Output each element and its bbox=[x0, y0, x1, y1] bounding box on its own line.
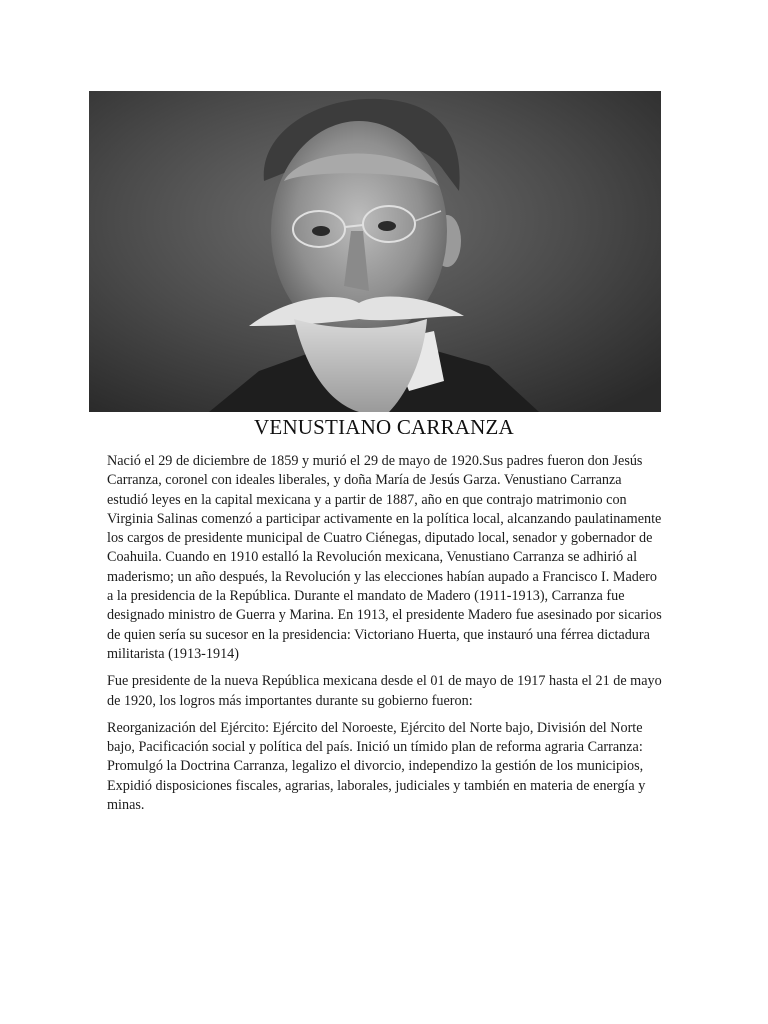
portrait-illustration bbox=[89, 91, 661, 412]
document-body bbox=[107, 452, 663, 823]
paragraph-achievements: Reorganización del Ejército: Ejército del Noroeste, Ejército del Norte bajo, División del Norte bajo, Pacificación social y política del país. Inició un tímido plan de reforma agraria Carranza: Promulgó la Doctrina Carranza, legalizo el divorcio, independizo la gestión de los municipios, Expidió disposiciones fiscales, agrarias, laborales, judiciales y también en materia de energía y minas. bbox=[107, 719, 646, 814]
document-title: VENUSTIANO CARRANZA bbox=[254, 415, 514, 439]
paragraph-biography: Nació el 29 de diciembre de 1859 y murió el 29 de mayo de 1920.Sus padres fueron don Jesús Carranza, coronel con ideales liberales, y doña María de Jesús Garza. Venustiano Carranza estudió leyes en la capital mexicana y a partir de 1887, año en que contrajo matrimonio con Virginia Salinas comenzó a participar activamente en la política local, alcanzando paulatinamente los cargos de presidente municipal de Cuatro Ciénegas, diputado local, senador y gobernador de Coahuila. Cuando en 1910 estalló la Revolución mexicana, Venustiano Carranza se adhirió al maderismo; un año después, la Revolución y las elecciones habían aupado a Francisco I. Madero a la presidencia de la República. Durante el mandato de Madero (1911-1913), Carranza fue designado ministro de Guerra y Marina. En 1913, el presidente Madero fue asesinado por sicarios de quien sería su sucesor en la presidencia: Victoriano Huerta, que instauró una férrea dictadura militarista (1913-1914) bbox=[107, 453, 662, 662]
paragraph-presidency: Fue presidente de la nueva República mexicana desde el 01 de mayo de 1917 hasta el 21 de mayo de 1920, los logros más importantes durante su gobierno fueron: bbox=[107, 673, 662, 709]
portrait-photo bbox=[89, 91, 661, 412]
